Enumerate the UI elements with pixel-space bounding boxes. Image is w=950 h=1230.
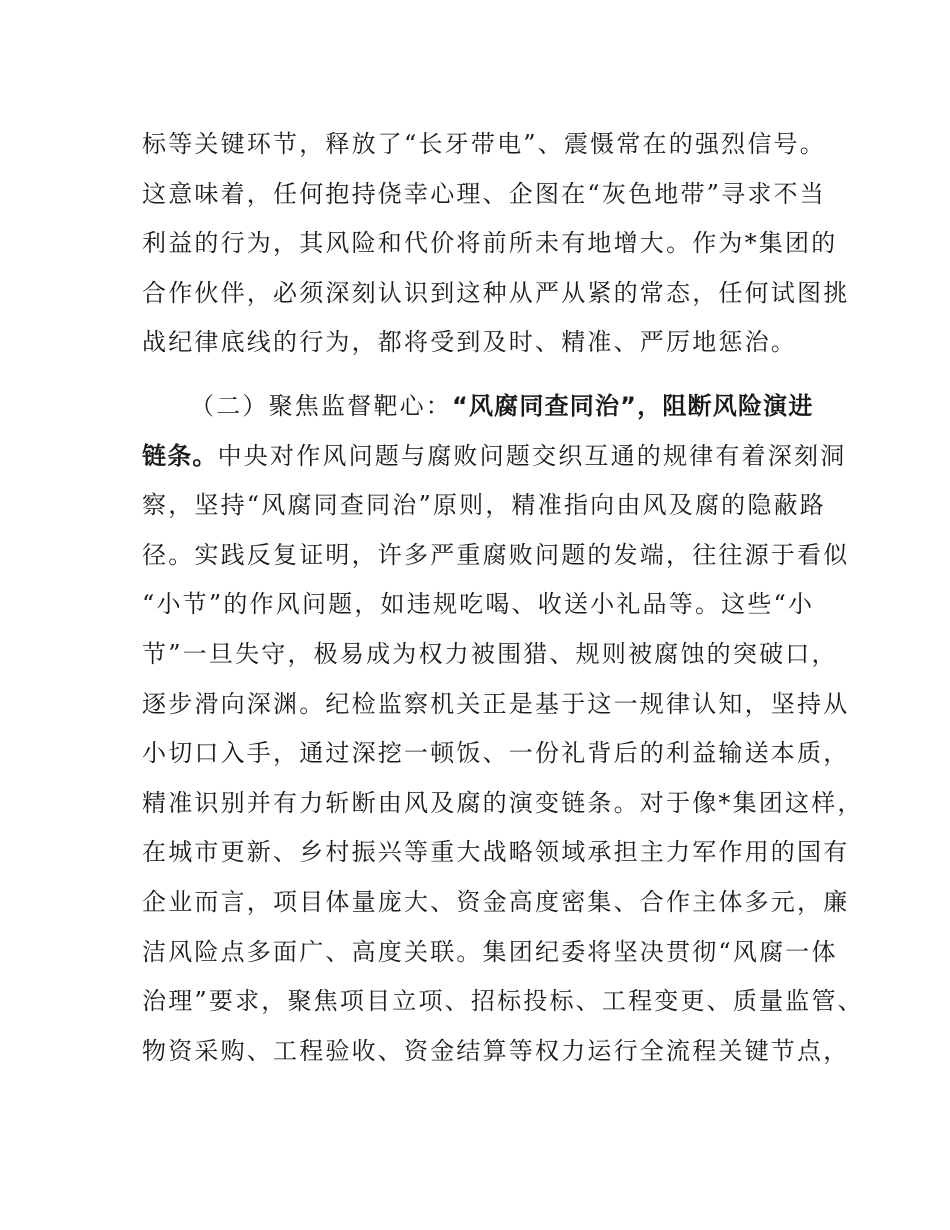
text-line: 在城市更新、乡村振兴等重大战略领域承担主力军作用的国有 <box>142 838 850 867</box>
text-line: 战纪律底线的行为，都将受到及时、精准、严厉地惩治。 <box>142 328 797 357</box>
text-line: 利益的行为，其风险和代价将前所未有地增大。作为*集团的 <box>142 229 838 258</box>
text-span: 中央对作风问题与腐败问题交织互通的规律有着深刻洞 <box>217 441 847 470</box>
section-heading-number: （二）聚焦监督靶心： <box>190 391 452 420</box>
text-line: 治理”要求，聚焦项目立项、招标投标、工程变更、质量监管、 <box>142 987 864 1016</box>
text-line: 节”一旦失守，极易成为权力被围猎、规则被腐蚀的突破口， <box>142 639 838 668</box>
paragraph-2 <box>142 382 864 1076</box>
document-body <box>142 120 864 1076</box>
text-line: 企业而言，项目体量庞大、资金高度密集、合作主体多元，廉 <box>142 887 850 916</box>
text-line <box>142 432 847 482</box>
text-line: 这意味着，任何抱持侥幸心理、企图在“灰色地带”寻求不当 <box>142 179 826 208</box>
text-line: 物资采购、工程验收、资金结算等权力运行全流程关键节点， <box>142 1036 850 1065</box>
text-line: “小节”的作风问题，如违规吃喝、收送小礼品等。这些“小 <box>142 590 815 619</box>
paragraph-gap <box>142 368 832 382</box>
text-line: 逐步滑向深渊。纪检监察机关正是基于这一规律认知，坚持从 <box>142 689 850 718</box>
section-heading-title: “风腐同查同治”，阻断风险演进 <box>452 391 814 420</box>
paragraph-1 <box>142 120 850 368</box>
text-line: 小切口入手，通过深挖一顿饭、一份礼背后的利益输送本质， <box>142 739 850 768</box>
section-heading-title-end: 链条。 <box>142 441 218 470</box>
section-heading-line <box>142 382 832 432</box>
text-line: 合作伙伴，必须深刻认识到这种从严从紧的常态，任何试图挑 <box>142 278 850 307</box>
text-line: 标等关键环节，释放了“长牙带电”、震慑常在的强烈信号。 <box>142 130 826 158</box>
text-line: 径。实践反复证明，许多严重腐败问题的发端，往往源于看似 <box>142 540 850 569</box>
text-line: 洁风险点多面广、高度关联。集团纪委将坚决贯彻“风腐一体 <box>142 937 838 966</box>
text-line: 精准识别并有力斩断由风及腐的演变链条。对于像*集团这样， <box>142 788 864 817</box>
text-line: 察，坚持“风腐同查同治”原则，精准指向由风及腐的隐蔽路 <box>142 491 826 520</box>
